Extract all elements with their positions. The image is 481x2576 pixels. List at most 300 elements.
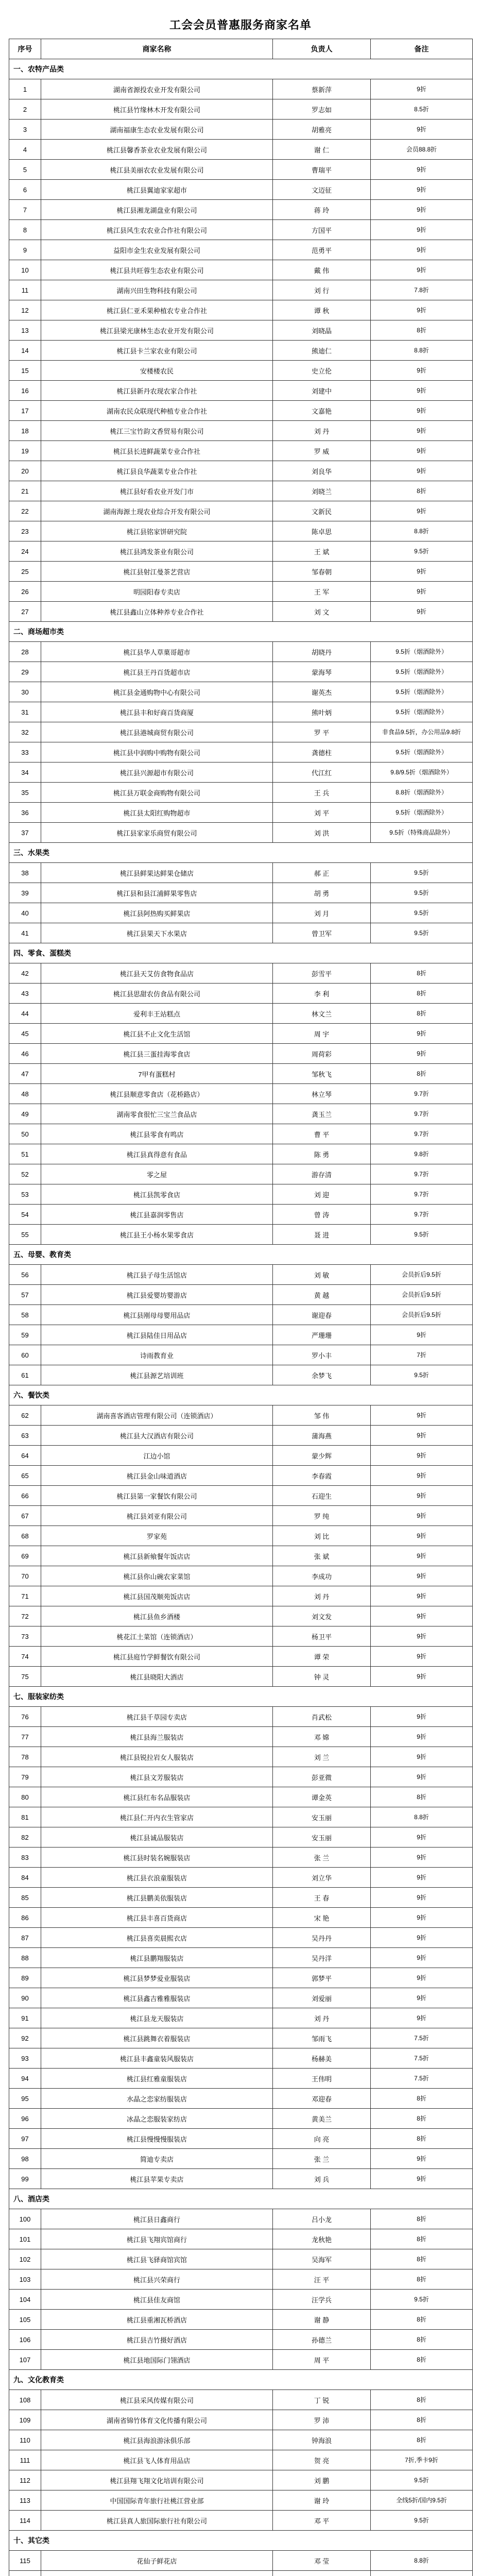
cell-manager: 谢 玲: [273, 2490, 371, 2511]
cell-merchant-name: 桃江县新丹农现农家合作社: [41, 381, 273, 401]
cell-merchant-name: 桃江县锐拉岩女人服装店: [41, 1747, 273, 1767]
cell-index: 57: [9, 1285, 41, 1305]
table-row: [9, 2490, 473, 2511]
cell-index: 68: [9, 1526, 41, 1546]
cell-note: 9折: [371, 441, 473, 461]
cell-note: 9折: [371, 2149, 473, 2169]
cell-index: 75: [9, 1667, 41, 1687]
table-row: [9, 923, 473, 943]
cell-manager: 吕小龙: [273, 2209, 371, 2229]
cell-note: 9折: [371, 1546, 473, 1566]
cell-manager: 林立琴: [273, 1084, 371, 1104]
cell-merchant-name: 桃江县凯零食店: [41, 1184, 273, 1205]
table-row: [9, 1325, 473, 1345]
header-manager: 负责人: [273, 39, 371, 59]
cell-manager: 刘 月: [273, 903, 371, 923]
cell-index: 23: [9, 521, 41, 541]
table-row: [9, 1225, 473, 1245]
cell-merchant-name: 湖南农民众联现代种植专业合作社: [41, 401, 273, 421]
cell-merchant-name: 桃江县海兰服装店: [41, 1727, 273, 1747]
table-row: [9, 984, 473, 1004]
cell-manager: 钟 灵: [273, 1667, 371, 1687]
cell-merchant-name: 桃江县共旺蓉生态农业有限公司: [41, 260, 273, 280]
table-row: [9, 300, 473, 320]
section-row: [9, 1687, 473, 1707]
cell-index: 14: [9, 341, 41, 361]
cell-merchant-name: 桃江县晓阳大酒店: [41, 1667, 273, 1687]
cell-manager: 胡晓丹: [273, 642, 371, 662]
cell-note: 9.7折: [371, 1205, 473, 1225]
cell-note: 8折: [371, 2430, 473, 2450]
cell-index: 91: [9, 2008, 41, 2028]
cell-index: 34: [9, 762, 41, 783]
cell-note: 8折: [371, 2229, 473, 2249]
cell-index: 3: [9, 120, 41, 140]
cell-merchant-name: 桃江县射江曼茶艺营店: [41, 562, 273, 582]
cell-manager: 刘 敏: [273, 1265, 371, 1285]
cell-merchant-name: 桃江县鑫吉雅雅服装店: [41, 1988, 273, 2008]
cell-merchant-name: 桃江县鹏翔服装店: [41, 1948, 273, 1968]
cell-index: 37: [9, 823, 41, 843]
cell-note: 会员折后9.5折: [371, 1285, 473, 1305]
cell-merchant-name: 中国国际青年旅行社桃江营业部: [41, 2490, 273, 2511]
cell-manager: 刘 迎: [273, 1184, 371, 1205]
cell-note: 会员折后9.5折: [371, 1305, 473, 1325]
cell-manager: 刘 洪: [273, 823, 371, 843]
cell-manager: 陈卓思: [273, 521, 371, 541]
cell-note: 8折: [371, 320, 473, 341]
cell-note: 8折: [371, 1064, 473, 1084]
table-row: [9, 823, 473, 843]
cell-index: 96: [9, 2109, 41, 2129]
table-row: [9, 361, 473, 381]
section-heading: 五、母婴、教育类: [9, 1245, 473, 1265]
cell-merchant-name: 桃江县佳友商馆: [41, 2290, 273, 2310]
cell-note: 9折: [371, 401, 473, 421]
cell-note: 9.8折: [371, 1144, 473, 1164]
cell-manager: 张 兰: [273, 2149, 371, 2169]
table-row: [9, 1888, 473, 1908]
cell-index: 2: [9, 99, 41, 120]
cell-note: 8折: [371, 1004, 473, 1024]
cell-note: 9.7折: [371, 1084, 473, 1104]
table-row: [9, 220, 473, 240]
cell-note: 8.5折: [371, 99, 473, 120]
cell-merchant-name: 桃江县馨香茶业农业发展有限公司: [41, 140, 273, 160]
cell-merchant-name: 湖南省锦竹体育文化传播有限公司: [41, 2410, 273, 2430]
cell-merchant-name: 桃江县中润购中购物有限公司: [41, 742, 273, 762]
table-row: [9, 562, 473, 582]
cell-note: 7.5折: [371, 2048, 473, 2069]
table-row: [9, 1506, 473, 1526]
cell-manager: 文迈征: [273, 180, 371, 200]
merchant-table: [9, 39, 473, 2576]
cell-index: 38: [9, 863, 41, 883]
cell-index: 106: [9, 2330, 41, 2350]
cell-note: 会员折后9.5折: [371, 1265, 473, 1285]
cell-merchant-name: 桃江县兴源超市有限公司: [41, 762, 273, 783]
cell-index: [9, 2571, 41, 2576]
cell-manager: 邹秋飞: [273, 1064, 371, 1084]
cell-manager: 杨赫美: [273, 2048, 371, 2069]
cell-index: 53: [9, 1184, 41, 1205]
section-heading: 九、文化教育类: [9, 2370, 473, 2390]
header-merchant-name: 商家名称: [41, 39, 273, 59]
cell-note: 9折: [371, 1948, 473, 1968]
cell-merchant-name: 桃江县不止文化生活馆: [41, 1024, 273, 1044]
cell-manager: 龚德柱: [273, 742, 371, 762]
cell-manager: 刘 丹: [273, 1586, 371, 1606]
cell-manager: 李春霞: [273, 1466, 371, 1486]
document-title: 工会会员普惠服务商家名单: [169, 19, 312, 31]
table-row: [9, 1707, 473, 1727]
cell-note: 8折: [371, 2109, 473, 2129]
cell-index: 21: [9, 481, 41, 501]
cell-note: 9折: [371, 1727, 473, 1747]
cell-index: 104: [9, 2290, 41, 2310]
cell-merchant-name: 桃江县慢慢慢服装店: [41, 2129, 273, 2149]
cell-index: 107: [9, 2350, 41, 2370]
cell-note: 全线5折/国内9.5折: [371, 2490, 473, 2511]
table-row: [9, 1064, 473, 1084]
cell-note: 7.5折: [371, 2028, 473, 2048]
cell-note: 9折: [371, 79, 473, 99]
cell-merchant-name: 7甲有蛋糕村: [41, 1064, 273, 1084]
cell-index: 41: [9, 923, 41, 943]
header-note: 备注: [371, 39, 473, 59]
cell-manager: 罗 威: [273, 441, 371, 461]
cell-index: 30: [9, 682, 41, 702]
cell-note: 9折: [371, 582, 473, 602]
cell-manager: 熊迪仁: [273, 341, 371, 361]
table-row: [9, 2390, 473, 2410]
cell-index: 100: [9, 2209, 41, 2229]
cell-index: 69: [9, 1546, 41, 1566]
table-row: [9, 521, 473, 541]
cell-manager: 安玉丽: [273, 1827, 371, 1848]
cell-manager: 邓 嫦: [273, 1727, 371, 1747]
table-row: [9, 1405, 473, 1426]
table-row: [9, 2109, 473, 2129]
cell-merchant-name: 桃江县王丹百货超市店: [41, 662, 273, 682]
cell-merchant-name: 桃江县王小杨水果零食店: [41, 1225, 273, 1245]
cell-merchant-name: 湖南零食很忙三宝兰食品店: [41, 1104, 273, 1124]
cell-merchant-name: 桃江县竹缘林木开发有限公司: [41, 99, 273, 120]
table-row: [9, 2249, 473, 2269]
cell-index: 92: [9, 2028, 41, 2048]
table-row: [9, 1084, 473, 1104]
cell-manager: 张 兰: [273, 1848, 371, 1868]
cell-index: 70: [9, 1566, 41, 1586]
cell-manager: 罗志如: [273, 99, 371, 120]
table-row: [9, 1466, 473, 1486]
cell-note: 8.8折（烟酒除外）: [371, 783, 473, 803]
cell-note: 8折: [371, 2249, 473, 2269]
cell-manager: 安玉丽: [273, 1807, 371, 1827]
cell-manager: 陈 勇: [273, 1144, 371, 1164]
cell-note: 9折: [371, 120, 473, 140]
cell-note: 9折: [371, 1667, 473, 1687]
cell-merchant-name: 桃江县港城商贸有限公司: [41, 722, 273, 742]
table-row: [9, 1586, 473, 1606]
cell-note: 9折: [371, 2169, 473, 2189]
cell-manager: 谭 荣: [273, 1647, 371, 1667]
table-row: [9, 1205, 473, 1225]
cell-merchant-name: 桃江县果天下水果店: [41, 923, 273, 943]
table-row: [9, 1426, 473, 1446]
cell-merchant-name: 桃江县丰和好商百货商厦: [41, 702, 273, 722]
section-heading: 六、餐饮类: [9, 1385, 473, 1405]
cell-manager: 戴 伟: [273, 260, 371, 280]
cell-manager: 罗小丰: [273, 1345, 371, 1365]
cell-merchant-name: 桃江县翔飞翔文化培训有限公司: [41, 2470, 273, 2490]
cell-manager: 曾卫军: [273, 923, 371, 943]
table-row: [9, 2511, 473, 2531]
cell-merchant-name: 简迪专卖店: [41, 2149, 273, 2169]
table-row: [9, 1747, 473, 1767]
cell-note: 8折: [371, 2129, 473, 2149]
table-row: [9, 1546, 473, 1566]
table-row: [9, 2470, 473, 2490]
cell-manager: 刘良华: [273, 461, 371, 481]
cell-note: 9折: [371, 1606, 473, 1626]
table-row: [9, 2028, 473, 2048]
cell-index: 60: [9, 1345, 41, 1365]
cell-merchant-name: 桃江县飞人体育用品店: [41, 2450, 273, 2470]
cell-merchant-name: 桃江县天艾仿食物食品店: [41, 963, 273, 984]
cell-index: 24: [9, 541, 41, 562]
table-row: [9, 79, 473, 99]
cell-merchant-name: 冰晶之恋服装家纺店: [41, 2109, 273, 2129]
cell-index: 88: [9, 1948, 41, 1968]
table-row: [9, 903, 473, 923]
cell-manager: 刘 文: [273, 602, 371, 622]
cell-note: 9折: [371, 1426, 473, 1446]
cell-merchant-name: 桃花江土菜馆（连锁酒店）: [41, 1626, 273, 1647]
cell-manager: 邹雨飞: [273, 2028, 371, 2048]
cell-index: 7: [9, 200, 41, 220]
cell-note: 9折: [371, 461, 473, 481]
table-row: [9, 1365, 473, 1385]
cell-index: 94: [9, 2069, 41, 2089]
cell-note: 9折: [371, 1827, 473, 1848]
table-row: [9, 2048, 473, 2069]
cell-note: 8折: [371, 2390, 473, 2410]
cell-manager: 黄美兰: [273, 2109, 371, 2129]
cell-manager: 曾 涛: [273, 1205, 371, 1225]
table-row: [9, 742, 473, 762]
cell-note: 9折: [371, 1767, 473, 1787]
table-row: [9, 662, 473, 682]
table-row: [9, 441, 473, 461]
table-row: [9, 1667, 473, 1687]
cell-note: 9折: [371, 1024, 473, 1044]
cell-manager: 王 斌: [273, 541, 371, 562]
cell-merchant-name: 爱利丰王站糕点: [41, 1004, 273, 1024]
table-row: [9, 1848, 473, 1868]
cell-note: 8.8折: [371, 521, 473, 541]
cell-index: 113: [9, 2490, 41, 2511]
table-row: [9, 1446, 473, 1466]
table-row: [9, 99, 473, 120]
cell-merchant-name: 桃江县梦梦爱业服装店: [41, 1968, 273, 1988]
cell-note: 9折: [371, 1446, 473, 1466]
cell-index: 110: [9, 2430, 41, 2450]
cell-note: 9折: [371, 200, 473, 220]
cell-note: 9折: [371, 1626, 473, 1647]
cell-note: 9折: [371, 220, 473, 240]
cell-index: 62: [9, 1405, 41, 1426]
cell-manager: 王 军: [273, 582, 371, 602]
cell-merchant-name: 桃江县思甜农仿食品有限公司: [41, 984, 273, 1004]
table-row: [9, 2430, 473, 2450]
cell-index: 6: [9, 180, 41, 200]
cell-note: 9.5折: [371, 923, 473, 943]
table-row: [9, 481, 473, 501]
cell-merchant-name: 桃江县爱婴坊婴游店: [41, 1285, 273, 1305]
table-row: [9, 1647, 473, 1667]
cell-note: 9折: [371, 1566, 473, 1586]
cell-manager: 刘 丹: [273, 2008, 371, 2028]
cell-manager: 谢迎春: [273, 1305, 371, 1325]
cell-index: 114: [9, 2511, 41, 2531]
cell-manager: 蒲海燕: [273, 1426, 371, 1446]
cell-merchant-name: 桃江县风生农农业合作社有限公司: [41, 220, 273, 240]
cell-index: 83: [9, 1848, 41, 1868]
cell-note: 9折: [371, 1868, 473, 1888]
table-row: [9, 2169, 473, 2189]
table-header: [9, 39, 473, 59]
cell-index: 112: [9, 2470, 41, 2490]
cell-index: 71: [9, 1586, 41, 1606]
table-row: [9, 240, 473, 260]
table-row: [9, 1305, 473, 1325]
cell-index: 39: [9, 883, 41, 903]
cell-merchant-name: 江边小馆: [41, 1446, 273, 1466]
cell-note: 9.5折: [371, 2470, 473, 2490]
cell-index: 81: [9, 1807, 41, 1827]
table-row: [9, 963, 473, 984]
table-row: [9, 1184, 473, 1205]
cell-index: 33: [9, 742, 41, 762]
cell-manager: 吴海军: [273, 2249, 371, 2269]
cell-merchant-name: 桃江县梁光康林生态农业开发有限公司: [41, 320, 273, 341]
cell-note: 9.5折（烟酒除外）: [371, 702, 473, 722]
cell-index: 32: [9, 722, 41, 742]
table-row: [9, 1566, 473, 1586]
cell-manager: 严珊珊: [273, 1325, 371, 1345]
table-row: [9, 541, 473, 562]
cell-note: 9.5折（烟酒除外）: [371, 682, 473, 702]
cell-index: 79: [9, 1767, 41, 1787]
section-heading: 八、酒店类: [9, 2189, 473, 2209]
cell-index: 15: [9, 361, 41, 381]
table-row: [9, 2089, 473, 2109]
cell-note: 9折: [371, 361, 473, 381]
cell-merchant-name: 桃江县真得意有食品: [41, 1144, 273, 1164]
cell-merchant-name: 桃江县第一家餐饮有限公司: [41, 1486, 273, 1506]
cell-manager: 蒙海琴: [273, 662, 371, 682]
cell-merchant-name: 桃江县子母生活馆店: [41, 1265, 273, 1285]
cell-merchant-name: 安楼楼农民: [41, 361, 273, 381]
cell-index: 13: [9, 320, 41, 341]
table-row: [9, 2290, 473, 2310]
cell-manager: 刘 行: [273, 280, 371, 300]
cell-note: 8.8折: [371, 2551, 473, 2571]
table-row: [9, 1948, 473, 1968]
cell-index: 98: [9, 2149, 41, 2169]
cell-manager: 彭亚微: [273, 1767, 371, 1787]
table-row: [9, 2330, 473, 2350]
table-row: [9, 1968, 473, 1988]
cell-manager: 郭梦平: [273, 1968, 371, 1988]
cell-note: 9.5折（烟酒除外）: [371, 742, 473, 762]
cell-manager: 周 宇: [273, 1024, 371, 1044]
table-row: [9, 1004, 473, 1024]
cell-note: 9折: [371, 1968, 473, 1988]
cell-merchant-name: 花仙子鲜花店: [41, 2551, 273, 2571]
cell-manager: 龚玉兰: [273, 1104, 371, 1124]
table-row: [9, 2551, 473, 2571]
cell-index: 82: [9, 1827, 41, 1848]
cell-merchant-name: 桃江县金通购物中心有限公司: [41, 682, 273, 702]
cell-merchant-name: 桃江县衣浪童服装店: [41, 1868, 273, 1888]
cell-index: 56: [9, 1265, 41, 1285]
cell-merchant-name: 桃江县跳舞衣着服装店: [41, 2028, 273, 2048]
cell-note: 9折: [371, 1908, 473, 1928]
cell-note: 9折: [371, 1405, 473, 1426]
cell-note: 9折: [371, 240, 473, 260]
cell-index: 108: [9, 2390, 41, 2410]
cell-index: 74: [9, 1647, 41, 1667]
table-row: [9, 2571, 473, 2576]
cell-merchant-name: 桃江县国茂顺苑饭店店: [41, 1586, 273, 1606]
table-row: [9, 2069, 473, 2089]
cell-index: 78: [9, 1747, 41, 1767]
cell-merchant-name: 湖南兴田生物科技有限公司: [41, 280, 273, 300]
cell-note: 9折: [371, 160, 473, 180]
cell-merchant-name: 桃江县鸿发茶业有限公司: [41, 541, 273, 562]
cell-manager: 杨卫平: [273, 1626, 371, 1647]
table-row: [9, 1144, 473, 1164]
table-row: [9, 1044, 473, 1064]
table-row: [9, 682, 473, 702]
cell-index: 17: [9, 401, 41, 421]
cell-note: 7折,季卡9折: [371, 2450, 473, 2470]
section-row: [9, 2189, 473, 2209]
cell-note: 9折: [371, 602, 473, 622]
table-row: [9, 1727, 473, 1747]
cell-merchant-name: 零之屋: [41, 1164, 273, 1184]
cell-merchant-name: 桃江县仁亚禾果种植农专业合作社: [41, 300, 273, 320]
cell-note: 9折: [371, 1506, 473, 1526]
cell-merchant-name: 桃江县太阳红购物超市: [41, 803, 273, 823]
cell-note: 9.5折: [371, 2511, 473, 2531]
cell-manager: 邓 莹: [273, 2551, 371, 2571]
table-row: [9, 200, 473, 220]
cell-manager: 胡雅亮: [273, 120, 371, 140]
table-row: [9, 2450, 473, 2470]
cell-index: 66: [9, 1486, 41, 1506]
header-row: [9, 39, 473, 59]
cell-manager: 周荷彩: [273, 1044, 371, 1064]
cell-note: 9.5折: [371, 883, 473, 903]
table-row: [9, 2350, 473, 2370]
cell-merchant-name: 诗雨教育业: [41, 1345, 273, 1365]
cell-merchant-name: 桃江县鱼乡酒楼: [41, 1606, 273, 1626]
table-row: [9, 2008, 473, 2028]
cell-note: 9折: [371, 421, 473, 441]
